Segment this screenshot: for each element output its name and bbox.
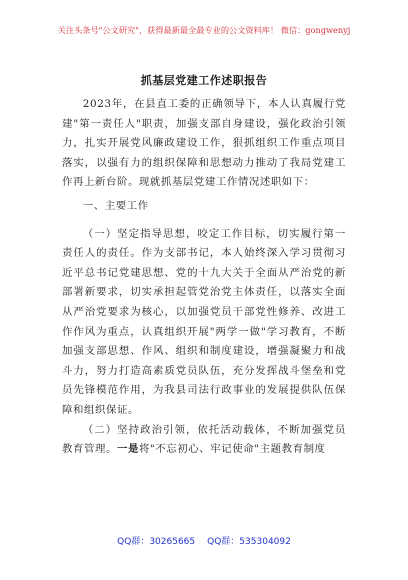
section-heading-main-work: 一、主要工作 xyxy=(82,199,149,212)
item-two-prefix: （二）坚持政治引领，依托活动载体，不断加强党员教育管理。 xyxy=(62,423,346,456)
header-banner xyxy=(0,25,408,35)
footer-qq-group-1: QQ群：30265665 xyxy=(117,537,196,547)
item-two-rest: 将"不忘初心、牢记使命"主题教育制度 xyxy=(138,443,326,456)
footer xyxy=(0,537,408,548)
footer-qq-group-2: QQ群：535304092 xyxy=(207,537,291,547)
item-two-paragraph xyxy=(62,421,346,460)
header-banner-text: 关注头条号"公文研究"，获得最新最全最专业的公文资料库！ 微信：gongwenyj xyxy=(57,25,351,35)
item-two-bold-label: 一是 xyxy=(116,443,139,456)
document-title: 抓基层党建工作述职报告 xyxy=(140,74,268,87)
intro-paragraph: 2023年，在县直工委的正确领导下，本人认真履行党建"第一责任人"职责，加强支部自身建设，强化政治引领力，扎实开展党风廉政建设工作，狠抓组织工作重点项目落实，以强有力的组织保障和思想动力推动了我局党建工作再上新台阶。现就抓基层党建工作情况述职如下： xyxy=(62,98,346,189)
document-body xyxy=(62,95,346,460)
item-one-paragraph: （一）坚定指导思想，咬定工作目标，切实履行第一责任人的责任。作为支部书记，本人始终深入学习贯彻习近平总书记党建思想、党的十九大关于全面从严治党的新部署新要求，切实承担起管党治党主体责任，以落实全面从严治党要求为核心，以加强党员干部党性修养、改进工作作风为重点，认真组织开展"两学一做"学习教育，不断加强支部思想、作风、组织和制度建设，增强凝聚力和战斗力，努力打造高素质党员队伍，充分发挥战斗堡垒和党员先锋模范作用，为我县司法行政事业的发展提供队伍保障和组织保证。 xyxy=(62,227,346,416)
